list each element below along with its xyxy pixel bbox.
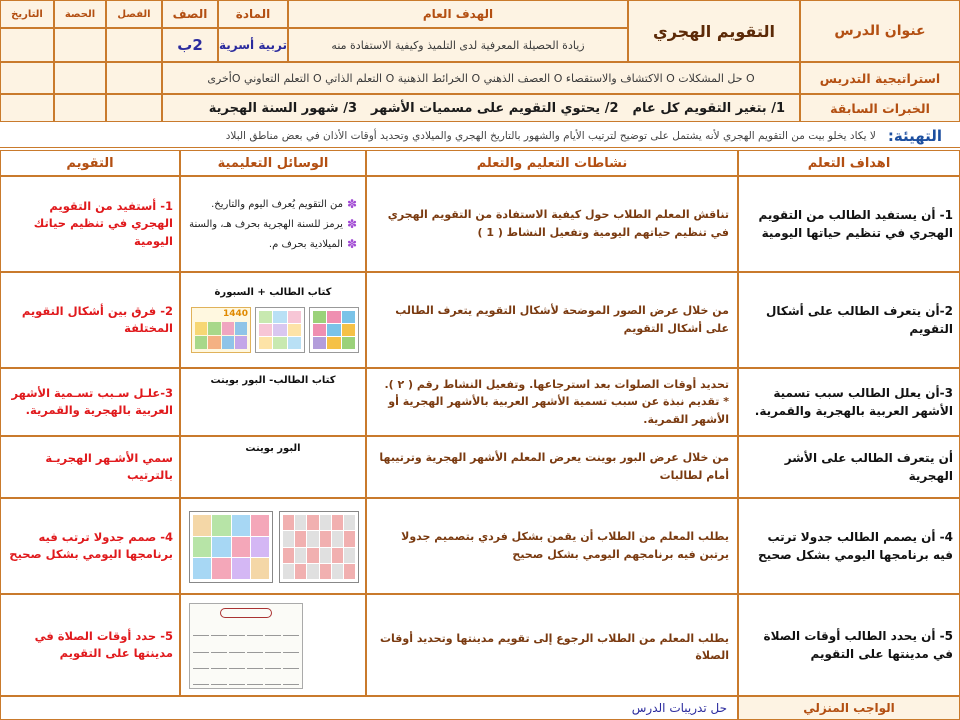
- general-goal-label: الهدف العام: [422, 7, 494, 21]
- objective-4-text: أن يتعرف الطالب على الأشر الهجرية: [784, 451, 953, 483]
- strategies-label-cell: [800, 62, 960, 94]
- objective-5-text: 4- أن يصمم الطالب جدولا ترتب فيه برنامجها اليومي بشكل صحيح: [757, 530, 953, 562]
- prior-label-cell: [800, 94, 960, 122]
- activity-3-text: تحديد أوقات الصلوات بعد استرجاعها. وتفعيل النشاط رقم ( ٢ ). * تقديم نبذة عن سبب تسمية الأشهر العربية بالأشهر الهجرية أو الأشهر القمرية.: [384, 377, 729, 426]
- activity-1: [366, 176, 738, 272]
- homework-label: الواجب المنزلي: [803, 701, 895, 715]
- activity-1-text: تناقش المعلم الطلاب حول كيفية الاستفادة من التقويم الهجري في تنظيم حياتهم اليومية وتفعيل النشاط ( 1 ): [387, 208, 729, 239]
- activity-5-text: يطلب المعلم من الطلاب أن يقمن بشكل فردي بتصميم جدولا يرتبن فيه برنامجهم اليومي بشكل صحيح: [401, 530, 729, 561]
- calendar-image-2: [255, 307, 305, 353]
- objective-3-text: 3-أن يعلل الطالب سبب تسمية الأشهر العربية بالهجرية والقمرية.: [754, 386, 953, 418]
- blank-cell-3: [0, 62, 54, 94]
- tool-1-line-1: [211, 197, 357, 211]
- strategies-label: استراتيجية التدريس: [819, 70, 941, 86]
- prior-item-2: 2/ يحتوي التقويم على مسميات الأشهر: [371, 100, 619, 116]
- col-head-activities: [366, 150, 738, 176]
- tool-2-caption: كتاب الطالب + السبورة: [214, 287, 332, 298]
- col-head-tools: [180, 150, 366, 176]
- col-head-tools-label: الوسائل التعليمية: [217, 155, 329, 171]
- evaluation-6: [0, 594, 180, 696]
- class-label: الفصل: [117, 8, 151, 20]
- tool-1-line-2: [189, 217, 357, 231]
- objective-2: [738, 272, 960, 368]
- calendar-header-seal: [220, 608, 272, 618]
- tool-3: [180, 368, 366, 436]
- date-label: التاريخ: [11, 8, 43, 20]
- subject-label: المادة: [235, 7, 271, 21]
- col-head-activities-label: نشاطات التعليم والتعلم: [476, 155, 628, 171]
- flower-bullet-icon: ✽: [346, 197, 357, 211]
- objective-6: [738, 594, 960, 696]
- objective-1: [738, 176, 960, 272]
- tool-1: [180, 176, 366, 272]
- activity-4: [366, 436, 738, 498]
- subject-label-cell: [218, 0, 288, 28]
- objective-4: [738, 436, 960, 498]
- warmup-row: [0, 124, 960, 148]
- tool-1-line-1-text: من التقويم يُعرف اليوم والتاريخ.: [211, 198, 343, 210]
- col-head-evaluation: [0, 150, 180, 176]
- evaluation-2: [0, 272, 180, 368]
- activity-2-text: من خلال عرض الصور الموضحة لأشكال التقويم يتعرف الطالب على أشكال التقويم: [395, 304, 729, 335]
- evaluation-5-text: 4- صمم جدولا ترتب فيه برنامجها اليومي بشكل صحيح: [9, 529, 173, 561]
- col-head-objectives-label: اهداف التعلم: [807, 155, 891, 171]
- tool-3-caption: كتاب الطالب- البور بوينت: [210, 375, 336, 386]
- homework-label-cell: [738, 696, 960, 720]
- tool-1-line-3: [269, 237, 357, 251]
- calendar-image-3: [309, 307, 359, 353]
- evaluation-3: [0, 368, 180, 436]
- blank-cell-4: [106, 94, 162, 122]
- calendar-image-1: [191, 307, 251, 353]
- activity-6: [366, 594, 738, 696]
- tool-4: [180, 436, 366, 498]
- blank-cell-2: [54, 62, 106, 94]
- blank-cell-6: [0, 94, 54, 122]
- evaluation-6-text: 5- حدد أوقات الصلاة في مدينتها على التقويم: [34, 628, 173, 660]
- prior-knowledge-label: الخبرات السابقة: [830, 100, 930, 116]
- blank-cell-1: [106, 62, 162, 94]
- schedule-image-1: [189, 511, 273, 583]
- activity-5: [366, 498, 738, 594]
- col-head-evaluation-label: التقويم: [66, 155, 114, 171]
- lesson-title-label-cell: [800, 0, 960, 62]
- schedule-image-2: [279, 511, 359, 583]
- grade-label-cell: [162, 0, 218, 28]
- subject-value: تربية أسرية: [219, 38, 287, 52]
- tool-1-line-3-text: الميلادية بحرف م.: [268, 238, 343, 250]
- evaluation-4: [0, 436, 180, 498]
- grade-label: الصف: [172, 7, 208, 21]
- objective-2-text: 2-أن يتعرف الطالب على أشكال التقويم: [765, 304, 953, 336]
- tool-6: [180, 594, 366, 696]
- prior-item-3: 3/ شهور السنة الهجرية: [208, 100, 358, 116]
- flower-bullet-icon: ✽: [346, 237, 357, 251]
- evaluation-5: [0, 498, 180, 594]
- lesson-name-cell: [628, 0, 800, 62]
- tool-1-line-2-text: يرمز للسنة الهجرية بحرف هـ، والسنة: [189, 218, 343, 230]
- grade-value: 2ب: [177, 36, 203, 54]
- tool-2: [180, 272, 366, 368]
- general-goal-text: زيادة الحصيلة المعرفية لدى التلميذ وكيفية الاستفادة منه: [331, 38, 585, 52]
- period-label: الحصة: [64, 8, 96, 20]
- prior-item-1: 1/ بتغير التقويم كل عام: [632, 100, 785, 116]
- class-value-cell[interactable]: [106, 28, 162, 62]
- objective-3: [738, 368, 960, 436]
- evaluation-1-text: 1- أستفيد من التقويم الهجري في تنظيم حياتك اليومية: [33, 199, 173, 248]
- general-goal-label-cell: [288, 0, 628, 28]
- homework-cell: [0, 696, 738, 720]
- subject-value-cell: [218, 28, 288, 62]
- objective-1-text: 1- أن يستفيد الطالب من التقويم الهجري في تنظيم حياتها اليومية: [758, 208, 953, 240]
- general-goal-cell: [288, 28, 628, 62]
- warmup-text: لا يكاد يخلو بيت من التقويم الهجري لأنه يشتمل على توضيح لترتيب الأيام والشهور بالتاريخ الهجري والميلادي وتحديد أوقات الأذان في بعض مناطق البلاد: [225, 129, 876, 142]
- tool-4-caption: البور بوينت: [245, 443, 301, 454]
- grade-value-cell: [162, 28, 218, 62]
- date-label-cell: [0, 0, 54, 28]
- objective-5: [738, 498, 960, 594]
- class-label-cell: [106, 0, 162, 28]
- date-value-cell[interactable]: [0, 28, 54, 62]
- activity-6-text: يطلب المعلم من الطلاب الرجوع إلى تقويم مدينتها وتحديد أوقات الصلاة: [380, 631, 729, 663]
- prayer-times-calendar-image: [189, 603, 303, 689]
- period-value-cell[interactable]: [54, 28, 106, 62]
- calendar-year: 1440: [222, 309, 248, 319]
- flower-bullet-icon: ✽: [346, 217, 357, 231]
- activity-4-text: من خلال عرض البور بوينت يعرض المعلم الأشهر الهجرية وترتيبها أمام لطالبات: [379, 451, 729, 482]
- col-head-objectives: [738, 150, 960, 176]
- evaluation-2-text: 2- فرق بين أشكال التقويم المختلفة: [21, 303, 173, 335]
- activity-3: [366, 368, 738, 436]
- evaluation-1: [0, 176, 180, 272]
- objective-6-text: 5- أن يحدد الطالب أوقات الصلاة في مدينتها على التقويم: [763, 629, 953, 661]
- period-label-cell: [54, 0, 106, 28]
- evaluation-3-text: 3-علـل سـبب تسـمية الأشهر العربية بالهجرية والقمرية.: [11, 385, 173, 417]
- activity-2: [366, 272, 738, 368]
- homework-text: حل تدريبات الدرس: [631, 701, 727, 715]
- tool-5: [180, 498, 366, 594]
- lesson-name: التقويم الهجري: [653, 21, 775, 41]
- strategies-options[interactable]: O حل المشكلات O الاكتشاف والاستقصاء O العصف الذهني O الخرائط الذهنية O التعلم الذاتي O التعلم التعاوني Oأخرى: [207, 71, 755, 85]
- warmup-label: التهيئة:: [887, 126, 942, 145]
- blank-cell-5: [54, 94, 106, 122]
- strategies-cell: [162, 62, 800, 94]
- prior-knowledge-cell: [162, 94, 800, 122]
- evaluation-4-text: سمي الأشـهر الهجريـة بالترتيب: [45, 450, 173, 482]
- lesson-title-label: عنوان الدرس: [834, 23, 926, 39]
